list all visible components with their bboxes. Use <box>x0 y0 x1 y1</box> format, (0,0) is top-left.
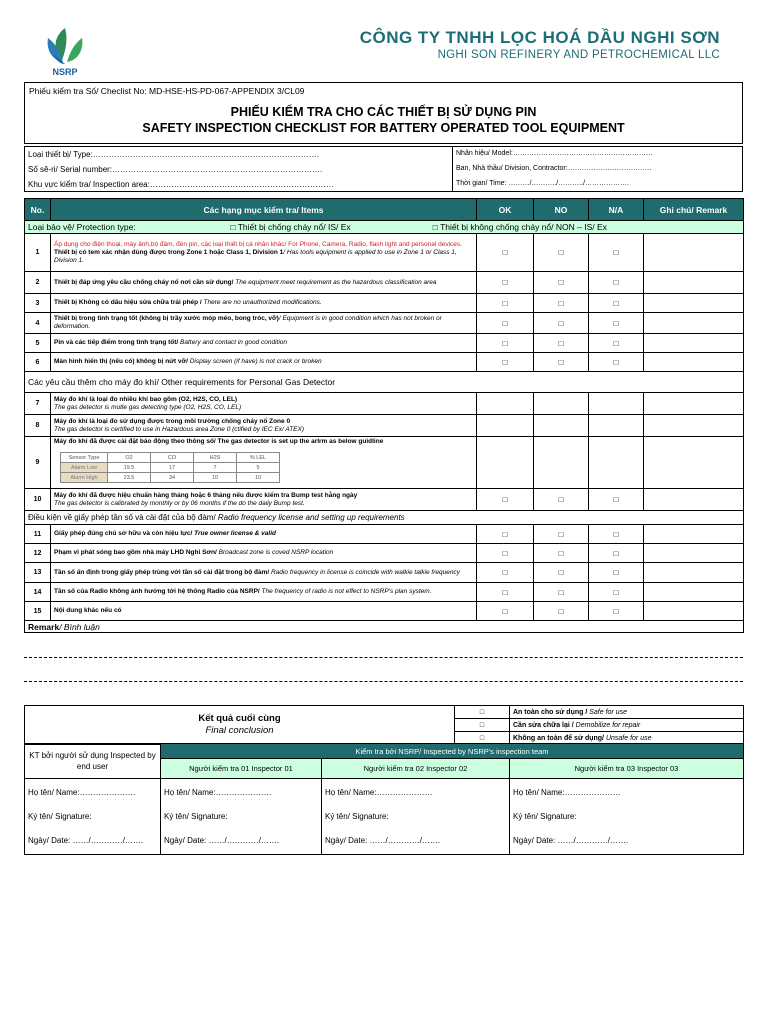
ok-checkbox[interactable]: □ <box>477 563 534 583</box>
final-conclusion-vn: Kết quả cuối cùng <box>198 713 281 724</box>
remark-cell[interactable] <box>644 353 744 372</box>
row-number: 8 <box>25 415 51 437</box>
table-row <box>25 313 744 334</box>
remark-cell[interactable] <box>644 544 744 563</box>
item-text: Thiết bị có tem xác nhận dùng được trong Zone 1 hoặc Class 1, Division 1 <box>54 248 284 256</box>
table-row <box>25 334 744 353</box>
na-cell[interactable] <box>589 437 644 489</box>
freq-section-title-vn: Điều kiện về giấy phép tần số và cài đặt của bộ đàm/ <box>28 513 216 522</box>
alarm-high-value: 10 <box>194 473 237 483</box>
protection-option-is-ex[interactable]: □ Thiết bị chống cháy nổ/ IS/ Ex <box>230 222 351 232</box>
gas-detector-section <box>25 372 744 393</box>
item-text: Nội dung khác nếu có <box>54 607 122 614</box>
title-en: SAFETY INSPECTION CHECKLIST FOR BATTERY OPERATED TOOL EQUIPMENT <box>142 121 625 135</box>
table-header <box>25 199 744 221</box>
table-row <box>25 294 744 313</box>
safe-label-vn: An toàn cho sử dụng / <box>513 708 588 716</box>
alarm-low-value: 19.5 <box>108 463 151 473</box>
na-checkbox[interactable]: □ <box>589 525 644 544</box>
ok-checkbox[interactable]: □ <box>477 313 534 334</box>
ok-cell[interactable] <box>477 437 534 489</box>
table-row <box>25 489 744 511</box>
row-number: 1 <box>25 234 51 272</box>
remark-cell[interactable] <box>644 393 744 415</box>
sensor-header: H2S <box>194 453 237 463</box>
col-ok: OK <box>477 199 534 221</box>
table-row <box>25 272 744 294</box>
no-checkbox[interactable]: □ <box>534 353 589 372</box>
repair-label-vn: Cần sửa chữa lại / <box>513 721 574 729</box>
item-text: Máy đo khí là loại đo sử dụng được trong môi trường chống cháy nổ Zone 0 <box>54 417 291 425</box>
item-text: Tần số của Radio không ảnh hưởng tới hệ thống Radio của NSRP/ <box>54 588 260 595</box>
item-text: Tần số ấn định trong giấy phép trùng với tần số cài đặt trong bộ đàm/ <box>54 568 270 576</box>
alarm-high-value: 34 <box>151 473 194 483</box>
alarm-settings-table <box>60 452 280 483</box>
na-checkbox[interactable]: □ <box>589 294 644 313</box>
item-text-en: There are no unauthorized modifications. <box>201 299 322 306</box>
remark-cell[interactable] <box>644 272 744 294</box>
item-text-en: Radio frequency in license is coincide with walkie talkie frequency <box>269 568 460 576</box>
ok-checkbox[interactable]: □ <box>477 489 534 511</box>
item-text: Thiết bị trong tình trạng tốt (không bị trầy xước móp méo, bong tróc, vỡ) <box>54 315 279 322</box>
col-no-answer: NO <box>534 199 589 221</box>
inspector-02-date-field[interactable]: Ngày/ Date: ……/…………/……. <box>325 836 441 845</box>
model-field[interactable]: Nhãn hiệu/ Model:…………………………………………………… <box>456 150 653 157</box>
item-text-en: The frequency of radio is not effect to NSRP's plan system. <box>259 588 432 595</box>
item-text-en: The equipment meet requirement as the hazardous classification area <box>233 278 437 286</box>
item-text-en: The gas detector is calibrated by monthly or by 06 months if the do the daily Bump test. <box>54 499 305 507</box>
remark-label-vn: / Bình luận <box>59 621 100 632</box>
ok-checkbox[interactable]: □ <box>477 353 534 372</box>
sensor-header: Sensor Type <box>61 453 108 463</box>
item-text: Máy đo khí đã được cài đặt báo động theo thông số/ The gas detector is set up the arlrm as below guidline <box>54 438 384 445</box>
remark-cell[interactable] <box>644 489 744 511</box>
item-text-en: / Has tools equipment is applied to use in Zone 1 or Class 1, Division 1. <box>54 248 457 264</box>
ok-cell[interactable] <box>477 393 534 415</box>
ok-cell[interactable] <box>477 415 534 437</box>
inspector-01-signature-field[interactable]: Ký tên/ Signature: <box>164 812 228 821</box>
alarm-high-value: 23.5 <box>108 473 151 483</box>
no-cell[interactable] <box>534 437 589 489</box>
ok-checkbox[interactable]: □ <box>477 602 534 621</box>
ok-checkbox[interactable]: □ <box>477 272 534 294</box>
table-row <box>25 583 744 602</box>
inspector-02-header: Người kiểm tra 02 Inspector 02 <box>322 759 510 779</box>
table-row <box>25 353 744 372</box>
protection-option-non-is[interactable]: □ Thiết bị không chống cháy nổ/ NON – IS/ Ex <box>432 222 607 232</box>
checklist-number: Phiếu kiểm tra Số/ Checlist No: MD-HSE-HS-PD-067-APPENDIX 3/CL09 <box>29 86 305 96</box>
row-number: 9 <box>25 437 51 489</box>
sensor-header: O2 <box>108 453 151 463</box>
no-checkbox[interactable]: □ <box>534 234 589 272</box>
no-cell[interactable] <box>534 393 589 415</box>
table-row <box>25 437 744 489</box>
alarm-high-value: 10 <box>237 473 280 483</box>
end-user-date-field[interactable]: Ngày/ Date: ……/…………/……. <box>28 836 144 845</box>
table-row <box>25 602 744 621</box>
safe-checkbox[interactable]: □ <box>455 706 510 719</box>
remark-cell[interactable] <box>644 334 744 353</box>
item-text-en: Broadcast zone is coved NSRP location <box>216 549 334 556</box>
item-text: Màn hình hiển thị (nếu có) không bị nứt vỡ/ <box>54 358 188 365</box>
table-row <box>25 415 744 437</box>
item-note: Áp dụng cho điện thoại, máy ảnh,bộ đàm, đèn pin, các loại thiết bị cá nhân khác/ For Phone, Camera, Radio, flash light and personal devices. <box>54 240 462 248</box>
no-checkbox[interactable]: □ <box>534 294 589 313</box>
repair-label-en: Demobilize for repair <box>573 721 641 729</box>
inspector-03-date-field[interactable]: Ngày/ Date: ……/…………/……. <box>513 836 629 845</box>
na-checkbox[interactable]: □ <box>589 583 644 602</box>
no-checkbox[interactable]: □ <box>534 272 589 294</box>
freq-section-title-en: Radio frequency license and setting up requirements <box>215 513 405 522</box>
inspector-02-signature-field[interactable]: Ký tên/ Signature: <box>325 812 389 821</box>
title-box <box>24 82 743 144</box>
remark-cell[interactable] <box>644 415 744 437</box>
ok-checkbox[interactable]: □ <box>477 544 534 563</box>
nsrp-team-header: Kiểm tra bởi NSRP/ Inspected by NSRP's inspection team <box>161 744 744 759</box>
no-cell[interactable] <box>534 415 589 437</box>
ok-checkbox[interactable]: □ <box>477 525 534 544</box>
item-text-en: True owner license & valid <box>192 530 276 537</box>
na-checkbox[interactable]: □ <box>589 544 644 563</box>
checklist-table <box>24 198 744 633</box>
inspector-03-header: Người kiểm tra 03 Inspector 03 <box>510 759 744 779</box>
alarm-high-label: Alarm High <box>61 473 108 483</box>
ok-checkbox[interactable]: □ <box>477 234 534 272</box>
item-text: Thiết bị đáp ứng yêu cầu chống cháy nổ nơi cần sử dụng/ <box>54 278 234 286</box>
inspector-01-header: Người kiểm tra 01 Inspector 01 <box>161 759 322 779</box>
na-checkbox[interactable]: □ <box>589 489 644 511</box>
sensor-header: CO <box>151 453 194 463</box>
na-checkbox[interactable]: □ <box>589 272 644 294</box>
contractor-field[interactable]: Ban, Nhà thầu/ Division, Contractor:……………………………… <box>456 165 652 172</box>
no-checkbox[interactable]: □ <box>534 583 589 602</box>
row-number: 15 <box>25 602 51 621</box>
row-number: 10 <box>25 489 51 511</box>
table-row <box>25 544 744 563</box>
item-text: Pin và các tiếp điểm trong tình trạng tốt/ <box>54 339 179 346</box>
item-text-en: The gas detector is certified to use in Hazardous area Zone 0 (ctified by IEC Ex/ ATEX) <box>54 425 305 433</box>
table-row <box>25 563 744 583</box>
alarm-low-value: 5 <box>237 463 280 473</box>
na-cell[interactable] <box>589 393 644 415</box>
item-text-en: The gas detector is mutle gas detecting type (O2, H2S, CO, LEL) <box>54 403 242 411</box>
table-row <box>25 234 744 272</box>
col-na: N/A <box>589 199 644 221</box>
no-checkbox[interactable]: □ <box>534 489 589 511</box>
inspector-01-name-field[interactable]: Họ tên/ Name:………………… <box>164 788 272 797</box>
title-vn: PHIẾU KIỂM TRA CHO CÁC THIẾT BỊ SỬ DỤNG PIN <box>230 105 537 119</box>
row-number: 7 <box>25 393 51 415</box>
col-remark: Ghi chú/ Remark <box>644 199 744 221</box>
final-conclusion-en: Final conclusion <box>205 725 274 736</box>
na-checkbox[interactable]: □ <box>589 563 644 583</box>
inspector-02-name-field[interactable]: Họ tên/ Name:………………… <box>325 788 433 797</box>
row-number: 4 <box>25 313 51 334</box>
row-number: 11 <box>25 525 51 544</box>
remark-cell[interactable] <box>644 437 744 489</box>
remark-cell[interactable] <box>644 525 744 544</box>
company-name-en: NGHI SON REFINERY AND PETROCHEMICAL LLC <box>437 49 720 61</box>
inspector-03-name-field[interactable]: Họ tên/ Name:………………… <box>513 788 621 797</box>
safe-label-en: Safe for use <box>587 708 627 716</box>
type-field[interactable]: Loại thiết bị/ Type:…………………………………………………………………………. <box>28 150 320 159</box>
remark-cell[interactable] <box>644 602 744 621</box>
table-row <box>25 525 744 544</box>
remark-cell[interactable] <box>644 583 744 602</box>
area-field[interactable]: Khu vực kiểm tra/ Inspection area:…………………………………………………………… <box>28 180 334 189</box>
serial-field[interactable]: Số sê-ri/ Serial number:……………………………………………………………………. <box>28 165 323 174</box>
row-number: 2 <box>25 272 51 294</box>
item-text-en: / Equipment is in good condition which has not broken or deformation. <box>54 315 442 330</box>
table-row <box>25 393 744 415</box>
end-user-name-field[interactable]: Họ tên/ Name:………………… <box>28 788 136 797</box>
na-checkbox[interactable]: □ <box>589 353 644 372</box>
ok-checkbox[interactable]: □ <box>477 334 534 353</box>
col-items: Các hạng mục kiểm tra/ Items <box>51 199 477 221</box>
na-checkbox[interactable]: □ <box>589 313 644 334</box>
time-field[interactable]: Thời gian/ Time: ………/………../………../………………. <box>456 180 630 187</box>
no-checkbox[interactable]: □ <box>534 525 589 544</box>
na-checkbox[interactable]: □ <box>589 334 644 353</box>
no-checkbox[interactable]: □ <box>534 602 589 621</box>
remark-cell[interactable] <box>644 563 744 583</box>
item-text: Máy đo khí là loại đo nhiều khí bao gồm (O2, H2S, CO, LEL) <box>54 395 238 403</box>
end-user-signature-field[interactable]: Ký tên/ Signature: <box>28 812 92 821</box>
alarm-low-label: Alarm Low <box>61 463 108 473</box>
unsafe-label-en: Unsafe for use <box>604 734 652 742</box>
alarm-low-value: 7 <box>194 463 237 473</box>
protection-label: Loại bảo vệ/ Protection type: <box>28 222 136 232</box>
protection-type-row <box>25 221 744 234</box>
remark-cell[interactable] <box>644 234 744 272</box>
radio-frequency-section <box>25 511 744 525</box>
unsafe-label-vn: Không an toàn để sử dụng/ <box>513 734 605 742</box>
ok-checkbox[interactable]: □ <box>477 583 534 602</box>
company-header <box>300 28 720 61</box>
final-conclusion-table <box>24 705 744 745</box>
signature-table <box>24 743 744 855</box>
nsrp-logo <box>42 24 88 80</box>
na-cell[interactable] <box>589 415 644 437</box>
row-number: 13 <box>25 563 51 583</box>
remark-line[interactable] <box>24 681 743 682</box>
item-text: Máy đo khí đã được hiệu chuẩn hàng tháng hoặc 6 tháng nếu được kiểm tra Bump test hằng ngày <box>54 491 358 499</box>
ok-checkbox[interactable]: □ <box>477 294 534 313</box>
no-checkbox[interactable]: □ <box>534 313 589 334</box>
remark-label: Remark <box>28 621 60 632</box>
inspector-03-signature-field[interactable]: Ký tên/ Signature: <box>513 812 577 821</box>
item-text: Giấy phép đúng chủ sở hữu và còn hiệu lực/ <box>54 530 193 537</box>
inspector-01-date-field[interactable]: Ngày/ Date: ……/…………/……. <box>164 836 280 845</box>
no-checkbox[interactable]: □ <box>534 334 589 353</box>
logo-text: NSRP <box>52 67 78 77</box>
company-name-vn: CÔNG TY TNHH LỌC HOÁ DẦU NGHI SƠN <box>359 28 720 47</box>
row-number: 14 <box>25 583 51 602</box>
remark-line[interactable] <box>24 657 743 658</box>
alarm-low-value: 17 <box>151 463 194 473</box>
no-checkbox[interactable]: □ <box>534 563 589 583</box>
col-no: No. <box>25 199 51 221</box>
item-text: Thiết bị Không có dấu hiệu sửa chữa trái phép / <box>54 299 202 306</box>
row-number: 12 <box>25 544 51 563</box>
no-checkbox[interactable]: □ <box>534 544 589 563</box>
item-text: Phạm vi phát sóng bao gồm nhà máy LHD Nghi Sơn/ <box>54 549 217 556</box>
gas-section-title: Các yêu cầu thêm cho máy đo khí/ Other requirements for Personal Gas Detector <box>25 372 744 393</box>
remark-header-row <box>25 621 744 633</box>
row-number: 6 <box>25 353 51 372</box>
remark-cell[interactable] <box>644 313 744 334</box>
na-checkbox[interactable]: □ <box>589 234 644 272</box>
row-number: 3 <box>25 294 51 313</box>
repair-checkbox[interactable]: □ <box>455 719 510 732</box>
item-text-en: Battery and contact in good condition <box>178 339 288 346</box>
sensor-header: % LEL <box>237 453 280 463</box>
row-number: 5 <box>25 334 51 353</box>
item-text-en: Display screen (if have) is not crack or broken <box>187 358 322 365</box>
unsafe-checkbox[interactable]: □ <box>455 732 510 745</box>
end-user-header: KT bởi người sử dụng Inspected by end user <box>25 744 161 779</box>
remark-cell[interactable] <box>644 294 744 313</box>
equipment-info-box <box>24 146 743 192</box>
na-checkbox[interactable]: □ <box>589 602 644 621</box>
